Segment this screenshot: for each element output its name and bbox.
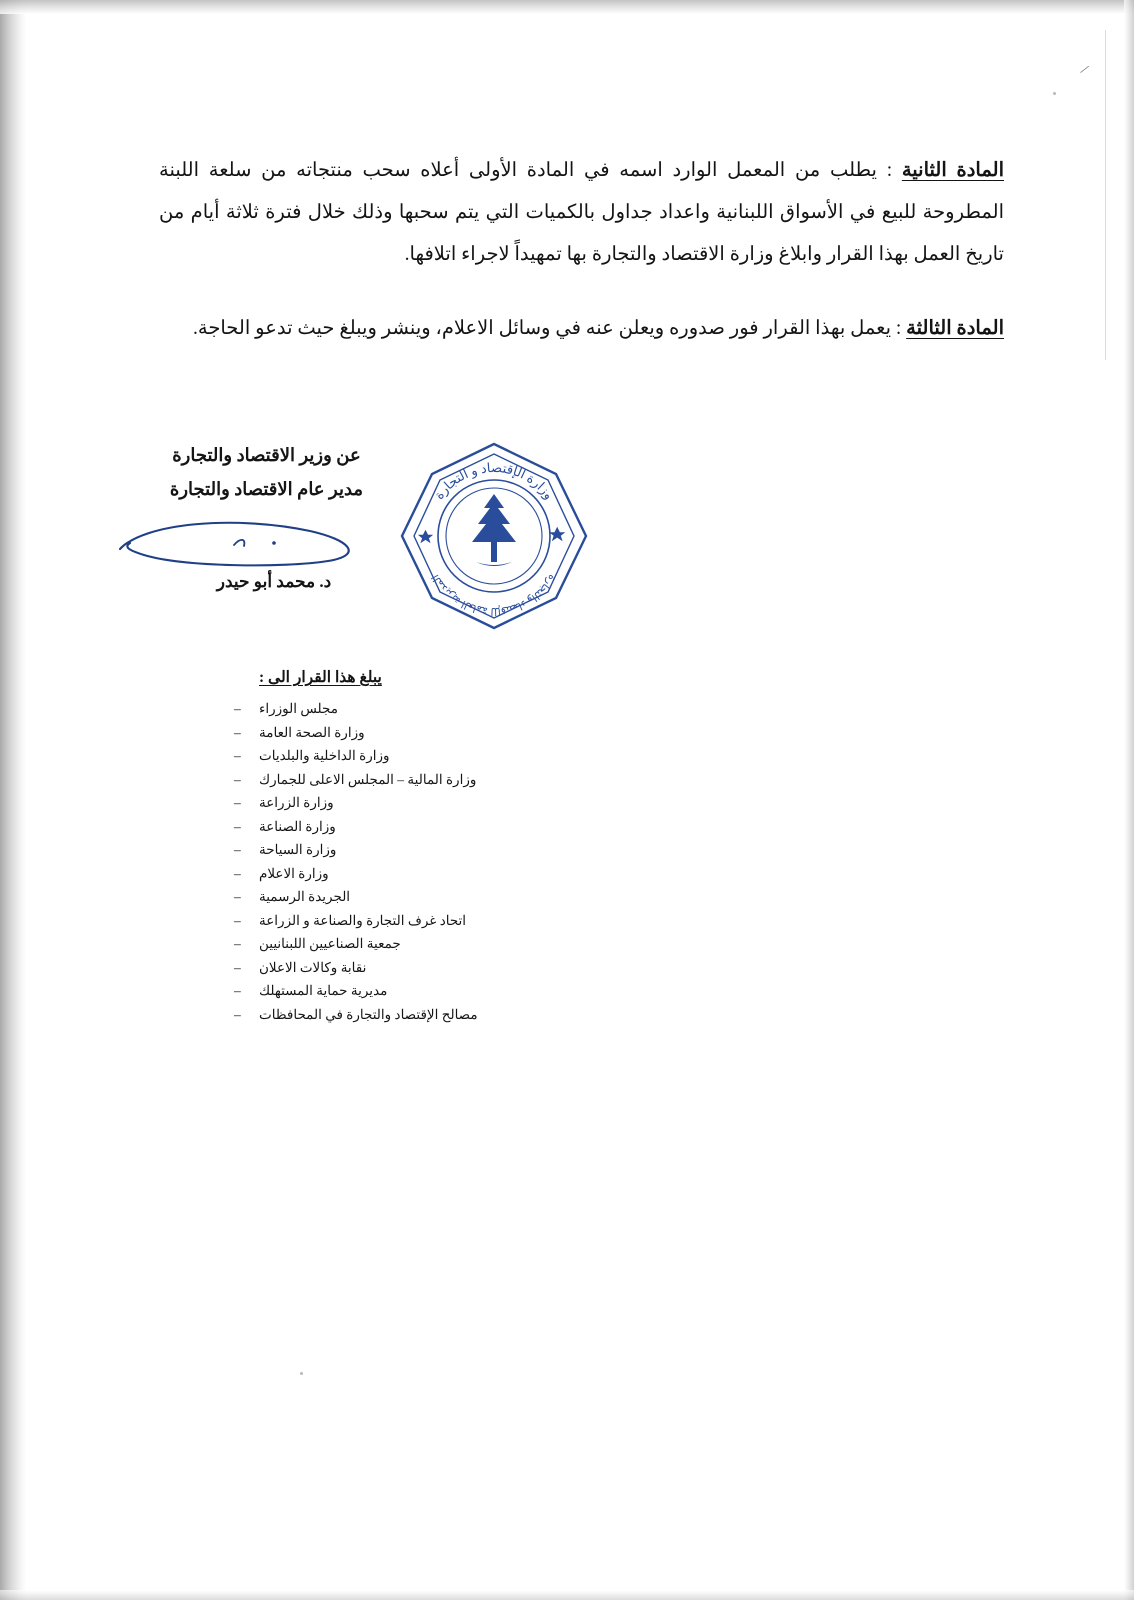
svg-text:المديرية العامة للإقتصاد والتج xyxy=(429,572,557,617)
list-bullet: – xyxy=(234,865,241,881)
list-item-label: نقابة وكالات الاعلان xyxy=(259,959,367,975)
article-three-paragraph xyxy=(159,308,1004,350)
scan-edge-shadow-right xyxy=(1124,0,1134,1600)
list-item-label: جمعية الصناعيين اللبنانيين xyxy=(259,936,401,951)
list-item xyxy=(129,721,1079,745)
list-item xyxy=(129,885,1079,909)
page-fold-line xyxy=(1105,30,1106,360)
list-bullet: – xyxy=(234,818,241,834)
list-item xyxy=(129,815,1079,839)
list-bullet: – xyxy=(234,842,241,857)
article-two-heading: المادة الثانية xyxy=(901,160,1004,181)
list-item xyxy=(129,862,1079,886)
distribution-list xyxy=(129,668,1079,1026)
scan-edge-shadow-left xyxy=(0,0,26,1600)
list-item-label: وزارة السياحة xyxy=(259,842,337,857)
list-item xyxy=(129,744,1079,768)
scan-edge-shadow-bottom xyxy=(0,1590,1134,1600)
scan-speck xyxy=(300,1372,303,1375)
list-bullet: – xyxy=(234,936,241,951)
list-bullet: – xyxy=(234,724,241,740)
list-item-label: اتحاد غرف التجارة والصناعة و الزراعة xyxy=(259,912,467,928)
distribution-title: يبلغ هذا القرار الى : xyxy=(259,669,382,686)
article-two-paragraph xyxy=(159,150,1004,276)
list-bullet: – xyxy=(234,983,241,998)
list-item xyxy=(129,932,1079,956)
list-item-label: وزارة الزراعة xyxy=(259,795,334,810)
official-stamp-icon xyxy=(394,432,594,647)
signature-director-line: مدير عام الاقتصاد والتجارة xyxy=(169,479,364,499)
list-item-label: مجلس الوزراء xyxy=(259,701,338,716)
list-item xyxy=(129,768,1079,792)
list-bullet: – xyxy=(234,1006,241,1022)
list-bullet: – xyxy=(234,795,241,810)
list-item xyxy=(129,791,1079,815)
list-item-label: وزارة الداخلية والبلديات xyxy=(259,748,390,763)
list-item xyxy=(129,979,1079,1003)
list-item xyxy=(129,1003,1079,1027)
list-item-label: وزارة الصناعة xyxy=(259,818,336,834)
list-item-label: مديرية حماية المستهلك xyxy=(259,983,388,998)
list-bullet: – xyxy=(234,959,241,975)
list-bullet: – xyxy=(234,912,241,928)
list-item-label: وزارة الصحة العامة xyxy=(259,724,365,740)
scan-edge-shadow-top xyxy=(0,0,1134,14)
article-three-body: : يعمل بهذا القرار فور صدوره ويعلن عنه في وسائل الاعلام، وينشر ويبلغ حيث تدعو الحاجة. xyxy=(192,318,907,339)
list-bullet: – xyxy=(234,771,241,787)
list-item-label: وزارة الاعلام xyxy=(259,865,329,881)
list-bullet: – xyxy=(234,889,241,904)
list-item-label: وزارة المالية – المجلس الاعلى للجمارك xyxy=(259,771,477,787)
signatory-name: د. محمد أبو حيدر xyxy=(216,572,332,591)
list-item-label: الجريدة الرسمية xyxy=(259,889,351,904)
list-item xyxy=(129,838,1079,862)
list-bullet: – xyxy=(234,701,241,716)
list-item xyxy=(129,956,1079,980)
list-bullet: – xyxy=(234,748,241,763)
article-three-heading: المادة الثالثة xyxy=(906,318,1004,339)
list-item xyxy=(129,909,1079,933)
stamp-bottom-text: المديرية العامة للإقتصاد والتجارة xyxy=(430,572,558,617)
list-item-label: مصالح الإقتصاد والتجارة في المحافظات xyxy=(259,1006,478,1022)
scan-speck xyxy=(1053,92,1056,95)
signature-titles xyxy=(144,438,389,506)
pen-corner-mark: ⁄ xyxy=(1081,62,1089,77)
article-two-body: : يطلب من المعمل الوارد اسمه في المادة الأولى أعلاه سحب منتجاته من سلعة اللبنة المطروحة للبيع في الأسواق اللبنانية واعداد جداول بالكميات التي يتم سحبها وذلك خلال فترة ثلاثة أيام من تاريخ العمل بهذا القرار وابلاغ وزارة الاقتصاد والتجارة بها تمهيداً لاجراء اتلافها. xyxy=(159,160,1004,265)
signature-on-behalf-line: عن وزير الاقتصاد والتجارة xyxy=(172,445,361,465)
stamp-top-text: وزارة الإقتصاد و التجارة xyxy=(431,459,557,503)
list-item xyxy=(129,697,1079,721)
distribution-items xyxy=(129,697,1079,1026)
